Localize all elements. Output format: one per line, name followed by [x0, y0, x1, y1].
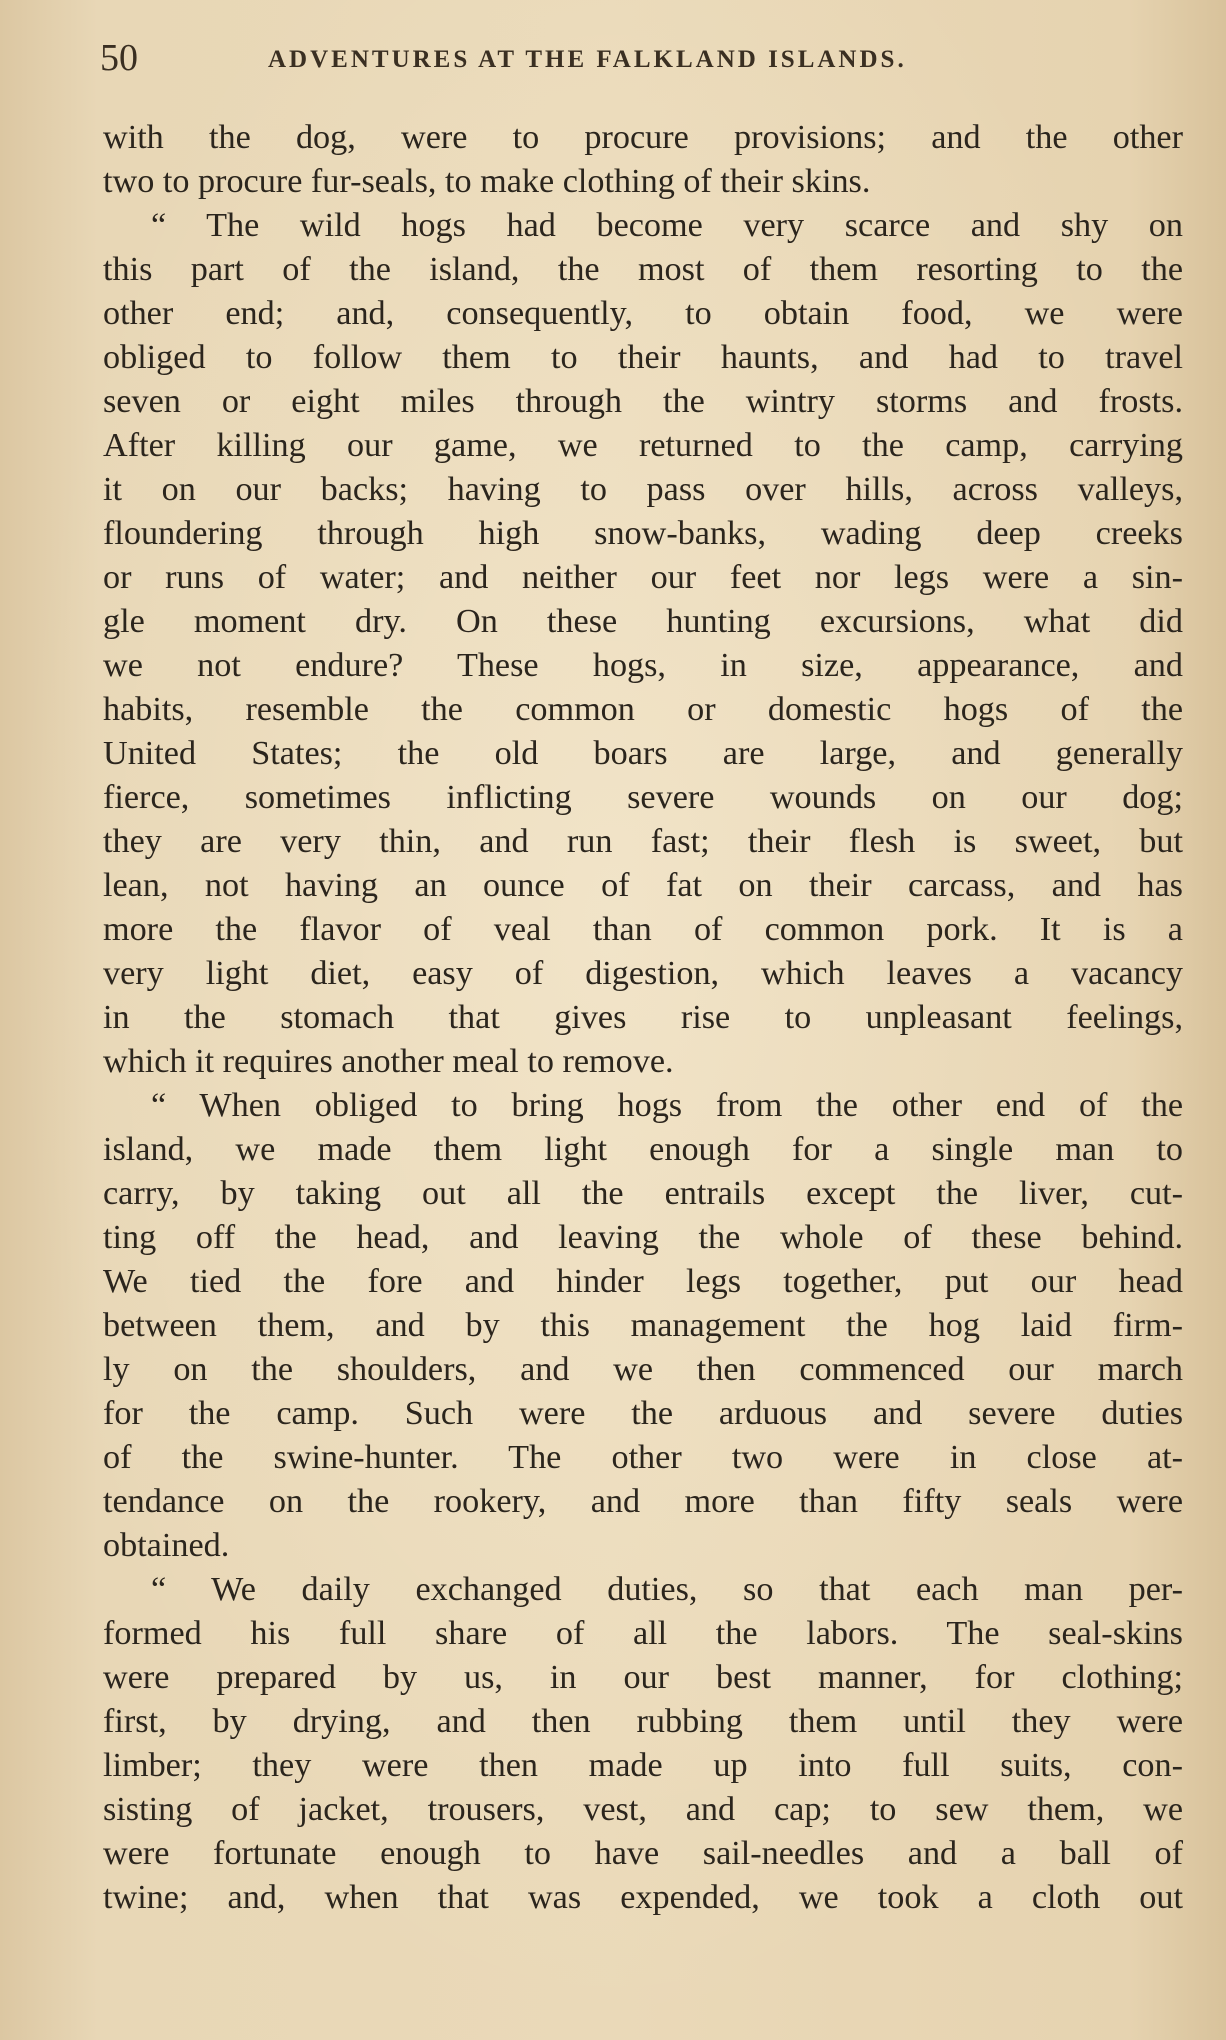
text-line: very light diet, easy of digestion, which leaves a vacancy	[103, 955, 1183, 992]
text-line: they are very thin, and run fast; their flesh is sweet, but	[103, 823, 1183, 860]
text-line: we not endure? These hogs, in size, appearance, and	[103, 647, 1183, 684]
text-line: ting off the head, and leaving the whole of these behind.	[103, 1219, 1183, 1256]
text-line: more the flavor of veal than of common pork. It is a	[103, 911, 1183, 948]
paragraph	[103, 1568, 1183, 1920]
text-line: gle moment dry. On these hunting excursions, what did	[103, 603, 1183, 640]
text-line: habits, resemble the common or domestic hogs of the	[103, 691, 1183, 728]
text-line: this part of the island, the most of them resorting to the	[103, 251, 1183, 288]
text-line: fierce, sometimes inflicting severe wounds on our dog;	[103, 779, 1183, 816]
text-line: island, we made them light enough for a single man to	[103, 1131, 1183, 1168]
text-line: it on our backs; having to pass over hills, across valleys,	[103, 471, 1183, 508]
text-line: first, by drying, and then rubbing them until they were	[103, 1703, 1183, 1740]
text-line: “ When obliged to bring hogs from the other end of the	[151, 1087, 1183, 1124]
text-line: were fortunate enough to have sail-needles and a ball of	[103, 1835, 1183, 1872]
text-line: which it requires another meal to remove.	[103, 1043, 674, 1080]
text-line: We tied the fore and hinder legs together, put our head	[103, 1263, 1183, 1300]
text-line: of the swine-hunter. The other two were in close at-	[103, 1439, 1183, 1476]
text-line: twine; and, when that was expended, we took a cloth out	[103, 1879, 1183, 1916]
body-text	[103, 116, 1183, 1920]
paragraph	[103, 204, 1183, 1084]
running-title: ADVENTURES AT THE FALKLAND ISLANDS.	[268, 46, 907, 73]
text-line: formed his full share of all the labors. The seal-skins	[103, 1615, 1183, 1652]
text-line: ly on the shoulders, and we then commenced our march	[103, 1351, 1183, 1388]
text-line: with the dog, were to procure provisions; and the other	[103, 119, 1183, 156]
text-line: obtained.	[103, 1527, 230, 1564]
text-line: limber; they were then made up into full suits, con-	[103, 1747, 1183, 1784]
text-line: were prepared by us, in our best manner, for clothing;	[103, 1659, 1183, 1696]
text-line: seven or eight miles through the wintry storms and frosts.	[103, 383, 1183, 420]
paragraph	[103, 116, 1183, 204]
text-line: in the stomach that gives rise to unpleasant feelings,	[103, 999, 1183, 1036]
text-line: sisting of jacket, trousers, vest, and cap; to sew them, we	[103, 1791, 1183, 1828]
page-number: 50	[100, 37, 138, 79]
text-line: tendance on the rookery, and more than fifty seals were	[103, 1483, 1183, 1520]
text-line: obliged to follow them to their haunts, and had to travel	[103, 339, 1183, 376]
page-header	[100, 36, 1190, 80]
text-line: two to procure fur-seals, to make clothing of their skins.	[103, 163, 871, 200]
text-line: United States; the old boars are large, and generally	[103, 735, 1183, 772]
text-line: lean, not having an ounce of fat on their carcass, and has	[103, 867, 1183, 904]
text-line: between them, and by this management the hog laid firm-	[103, 1307, 1183, 1344]
text-line: other end; and, consequently, to obtain food, we were	[103, 295, 1183, 332]
text-line: carry, by taking out all the entrails except the liver, cut-	[103, 1175, 1183, 1212]
text-line: or runs of water; and neither our feet nor legs were a sin-	[103, 559, 1183, 596]
text-line: for the camp. Such were the arduous and severe duties	[103, 1395, 1183, 1432]
text-line: “ The wild hogs had become very scarce and shy on	[151, 207, 1183, 244]
paragraph	[103, 1084, 1183, 1568]
text-line: floundering through high snow-banks, wading deep creeks	[103, 515, 1183, 552]
text-line: After killing our game, we returned to the camp, carrying	[103, 427, 1183, 464]
text-line: “ We daily exchanged duties, so that each man per-	[151, 1571, 1183, 1608]
